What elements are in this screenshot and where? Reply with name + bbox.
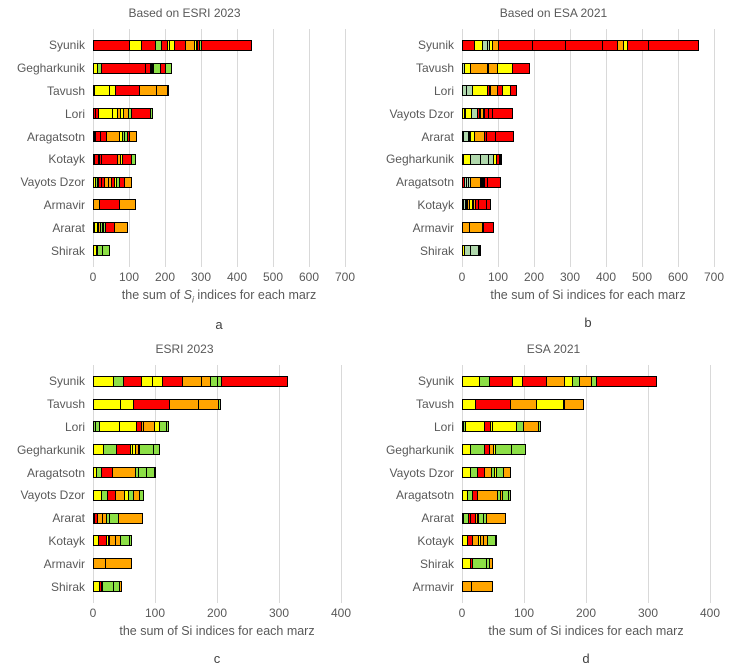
bar-segment [510,399,538,410]
x-tick: 200 [575,605,597,620]
category-label-ararat: Ararat [421,511,454,526]
chart-row [389,461,710,484]
bar-armavir [462,222,494,233]
bar-vayots-dzor [93,490,144,501]
bar-segment [596,376,657,387]
x-axis [89,269,356,285]
category-label-aragatsotn: Aragatsotn [395,175,454,190]
x-axis-title: the sum of Si indices for each marz [488,623,684,638]
bar-segment [508,490,511,501]
panel-c [0,336,369,672]
chart-row [50,575,341,598]
x-axis [458,605,721,621]
bar-aragatsotn [93,467,156,478]
bar-segment [198,399,218,410]
x-axis-title: the sum of $S_i$ indices for each marz [121,287,317,305]
category-label-aragatsotn: Aragatsotn [26,465,85,480]
bar-segment [167,85,169,96]
bar-segment [116,444,131,455]
bar-segment [627,40,649,51]
panel-title: Based on ESRI 2023 [128,6,241,20]
bar-segment [153,444,160,455]
category-label-aragatsotn: Aragatsotn [26,129,85,144]
category-label-kotayk: Kotayk [48,152,85,167]
chart-row [433,80,714,103]
panel-b [369,0,738,336]
bar-segment [478,245,481,256]
chart-row [64,416,341,439]
category-label-kotayk: Kotayk [417,533,454,548]
bar-segment [129,131,137,142]
bar-segment [470,444,484,455]
bar-segment [131,154,136,165]
bar-segment [101,154,118,165]
category-label-gegharkunik: Gegharkunik [385,442,454,457]
bar-segment [486,199,490,210]
bar-segment [182,376,202,387]
x-tick: 300 [559,269,581,284]
category-label-armavir: Armavir [43,197,85,212]
bar-shirak [462,245,481,256]
bar-segment [512,63,530,74]
bar-segment [154,467,156,478]
bar-segment [565,40,603,51]
bar-segment [648,40,699,51]
category-label-lori: Lori [64,106,85,121]
bar-segment [103,444,117,455]
panel-d [369,336,738,672]
bar-armavir [462,581,493,592]
bar-segment [497,63,513,74]
bar-segment [221,376,288,387]
chart-wrap [385,370,721,666]
bar-segment [115,85,139,96]
bar-segment [101,63,146,74]
bar-aragatsotn [462,177,501,188]
chart-row [20,484,341,507]
bar-gegharkunik [93,63,172,74]
bar-segment [129,535,131,546]
chart-row [433,416,710,439]
category-label-tavush: Tavush [415,397,454,412]
chart-row [412,216,714,239]
chart-row [417,194,714,217]
category-label-gegharkunik: Gegharkunik [16,61,85,76]
bar-segment [119,421,137,432]
category-label-vayots-dzor: Vayots Dzor [20,175,85,190]
x-axis-title: the sum of Si indices for each marz [119,623,315,638]
bar-segment [131,108,151,119]
bar-segment [201,40,252,51]
bar-lori [462,85,517,96]
bar-segment [139,85,157,96]
category-label-syunik: Syunik [48,374,85,389]
x-tick: 200 [154,269,176,284]
bar-lori [462,421,541,432]
bar-segment [462,376,480,387]
gridline [341,365,342,603]
category-label-vayots-dzor: Vayots Dzor [389,465,454,480]
bar-segment [498,40,532,51]
panel-title: ESRI 2023 [155,342,214,356]
bar-segment [495,444,512,455]
bar-segment [487,177,500,188]
bar-segment [133,399,170,410]
x-tick: 100 [144,605,166,620]
category-label-shirak: Shirak [419,243,454,258]
x-tick: 0 [458,269,466,284]
bar-ararat [462,131,514,142]
category-label-lori: Lori [64,419,85,434]
bar-segment [94,85,110,96]
bar-ararat [93,513,143,524]
category-label-syunik: Syunik [417,38,454,53]
bar-segment [489,376,514,387]
bar-segment [93,40,130,51]
x-tick: 300 [268,605,290,620]
bar-segment [166,421,169,432]
x-tick: 700 [703,269,725,284]
x-tick: 0 [89,269,97,284]
x-tick: 600 [298,269,320,284]
bar-segment [150,108,153,119]
bar-tavush [93,399,221,410]
bar-aragatsotn [462,490,511,501]
chart-row [395,484,710,507]
bar-vayots-dzor [462,467,511,478]
bar-segment [120,399,134,410]
bar-segment [106,131,120,142]
bar-segment [492,108,512,119]
chart-row [417,530,710,553]
bar-segment [469,222,483,233]
panel-letter-c: c [213,650,221,666]
category-label-vayots-dzor: Vayots Dzor [389,106,454,121]
x-tick: 0 [89,605,97,620]
bar-segment [162,376,183,387]
bar-tavush [93,85,169,96]
bar-segment [523,421,540,432]
bar-segment [119,581,122,592]
bar-segment [522,376,547,387]
chart-row [48,34,345,57]
bar-segment [511,444,526,455]
panel-letter-d: d [582,650,590,666]
category-label-shirak: Shirak [50,579,85,594]
category-label-gegharkunik: Gegharkunik [385,152,454,167]
bar-syunik [462,40,699,51]
chart-row [421,507,710,530]
category-label-ararat: Ararat [421,129,454,144]
chart-wrap [385,34,725,330]
chart-row [415,393,710,416]
bar-segment [510,85,518,96]
bar-segment [602,40,618,51]
bar-vayots-dzor [93,177,132,188]
bar-segment [165,63,172,74]
chart-row [52,507,341,530]
bar-segment [475,399,510,410]
bar-segment [112,467,136,478]
chart-row [48,530,341,553]
x-tick: 200 [206,605,228,620]
bar-aragatsotn [93,131,137,142]
x-axis [89,605,352,621]
bar-segment [119,199,136,210]
panel-title: Based on ESA 2021 [499,6,608,20]
category-label-shirak: Shirak [50,243,85,258]
bar-segment [124,177,132,188]
x-tick: 700 [334,269,356,284]
category-label-lori: Lori [433,83,454,98]
chart-row [417,370,710,393]
x-tick: 400 [226,269,248,284]
chart-row [395,171,714,194]
bar-segment [483,222,495,233]
bar-segment [546,376,565,387]
bar-segment [93,399,121,410]
bar-gegharkunik [93,444,160,455]
chart-row [385,148,714,171]
bar-segment [477,490,498,501]
chart-row [415,57,714,80]
category-label-ararat: Ararat [52,220,85,235]
bar-segment [105,558,132,569]
category-label-armavir: Armavir [412,579,454,594]
bar-segment [102,245,110,256]
bar-syunik [93,376,288,387]
category-label-syunik: Syunik [417,374,454,389]
bar-kotayk [93,535,132,546]
x-tick: 300 [637,605,659,620]
category-label-ararat: Ararat [52,511,85,526]
panel-a [0,0,369,336]
bar-ararat [93,222,128,233]
bar-segment [471,581,493,592]
x-tick: 500 [262,269,284,284]
x-tick: 400 [330,605,352,620]
plot-area [16,34,345,262]
category-label-lori: Lori [433,419,454,434]
bar-lori [93,108,153,119]
chart-row [64,102,345,125]
bar-segment [462,399,476,410]
bar-segment [536,399,564,410]
chart-row [48,370,341,393]
bar-segment [139,490,145,501]
chart-row [389,102,714,125]
chart-row [385,438,710,461]
category-label-vayots-dzor: Vayots Dzor [20,488,85,503]
chart-row [26,461,341,484]
bar-segment [503,467,512,478]
bar-segment [486,513,505,524]
chart-row [16,438,341,461]
bar-segment [532,40,566,51]
bar-segment [93,376,114,387]
bar-armavir [93,558,132,569]
x-tick: 200 [523,269,545,284]
bar-shirak [462,558,493,569]
category-label-tavush: Tavush [46,83,85,98]
category-label-syunik: Syunik [48,38,85,53]
category-label-gegharkunik: Gegharkunik [16,442,85,457]
bar-shirak [93,245,110,256]
chart-row [26,125,345,148]
category-label-tavush: Tavush [46,397,85,412]
chart-row [421,125,714,148]
bar-lori [93,421,169,432]
chart-row [417,34,714,57]
x-tick: 300 [190,269,212,284]
chart-row [419,552,710,575]
bar-segment [495,131,515,142]
bar-segment [472,85,488,96]
panel-letter-b: b [584,314,592,330]
chart-row [50,239,345,262]
bar-armavir [93,199,136,210]
bar-syunik [93,40,252,51]
panel-title: ESA 2021 [526,342,581,356]
chart-wrap [16,34,356,333]
chart-row [46,393,341,416]
category-label-armavir: Armavir [43,556,85,571]
bar-syunik [462,376,657,387]
bar-segment [470,63,488,74]
chart-row [20,171,345,194]
bar-segment [99,421,120,432]
chart-row [46,80,345,103]
x-tick: 100 [513,605,535,620]
chart-row [412,575,710,598]
bar-segment [489,558,493,569]
bar-kotayk [462,199,491,210]
gridline [710,365,711,603]
x-tick: 0 [458,605,466,620]
bar-tavush [462,399,584,410]
bar-segment [139,444,154,455]
bar-segment [218,399,222,410]
bar-segment [169,399,199,410]
bar-segment [500,154,502,165]
chart-row [419,239,714,262]
plot-area [385,370,710,598]
x-tick: 100 [487,269,509,284]
bar-segment [465,421,485,432]
category-label-kotayk: Kotayk [48,533,85,548]
chart-row [16,57,345,80]
bar-segment [564,399,583,410]
bar-segment [114,222,128,233]
bar-segment [492,421,517,432]
chart-row [52,216,345,239]
chart-row [48,148,345,171]
bar-kotayk [462,535,497,546]
bar-segment [123,376,142,387]
x-axis [458,269,725,285]
chart-row [43,552,341,575]
bar-segment [98,108,112,119]
chart-row [43,194,345,217]
x-axis-title: the sum of Si indices for each marz [490,287,686,302]
gridline [714,29,715,267]
x-tick: 400 [595,269,617,284]
bar-segment [472,558,487,569]
panel-letter-a: a [215,317,223,333]
x-tick: 100 [118,269,140,284]
bar-segment [141,40,156,51]
bar-segment [118,513,143,524]
bar-vayots-dzor [462,108,513,119]
x-tick: 400 [699,605,721,620]
plot-area [16,370,341,598]
bar-gegharkunik [462,444,526,455]
category-label-shirak: Shirak [419,556,454,571]
plot-area [385,34,714,262]
category-label-armavir: Armavir [412,220,454,235]
bar-segment [538,421,540,432]
category-label-tavush: Tavush [415,61,454,76]
chart-wrap [16,370,352,666]
x-tick: 500 [631,269,653,284]
category-label-aragatsotn: Aragatsotn [395,488,454,503]
x-tick: 600 [667,269,689,284]
bar-shirak [93,581,122,592]
bar-segment [99,199,120,210]
gridline [345,29,346,267]
bar-segment [495,535,497,546]
bar-ararat [462,513,506,524]
bar-tavush [462,63,530,74]
bar-gegharkunik [462,154,502,165]
si-symbol: $S_i$ [183,287,194,305]
category-label-kotayk: Kotayk [417,197,454,212]
bar-kotayk [93,154,136,165]
